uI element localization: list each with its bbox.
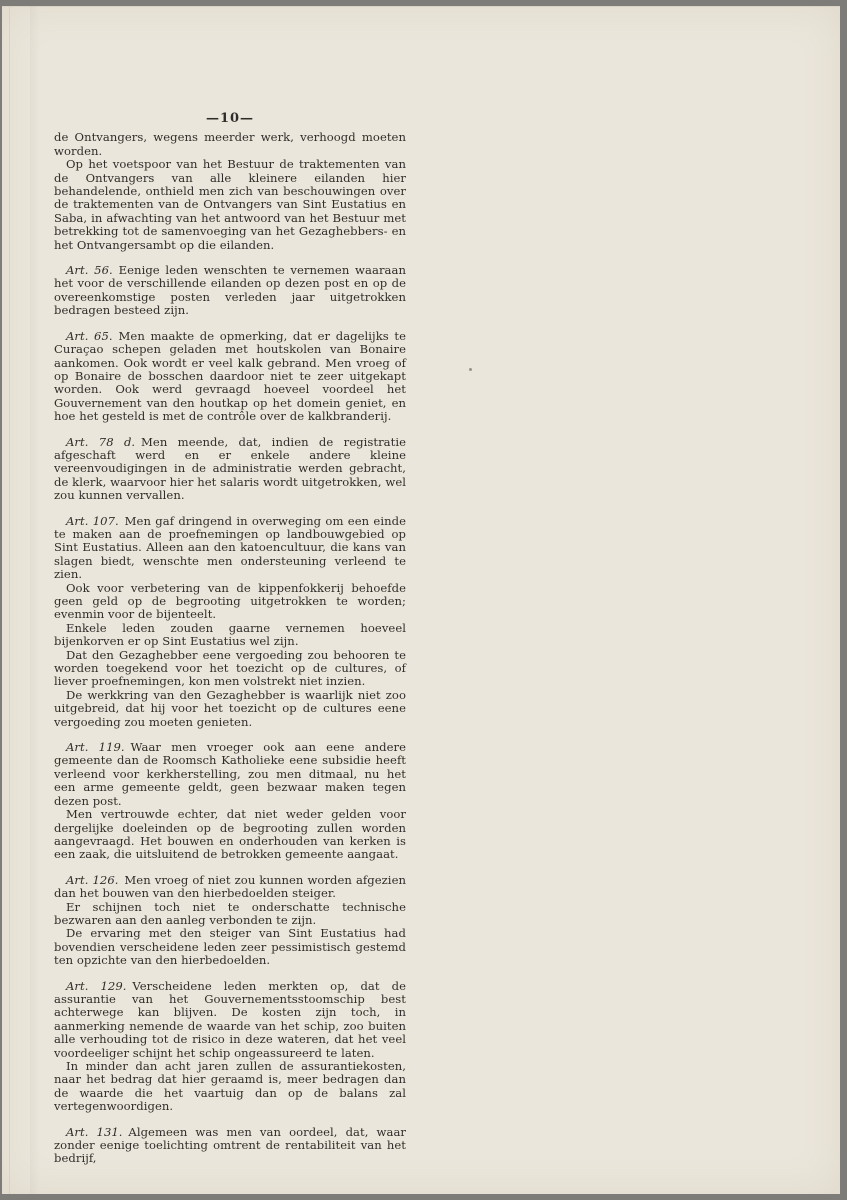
article-paragraph: [54, 515, 406, 582]
paragraph: [54, 622, 406, 649]
paper-speck: [469, 368, 472, 371]
paragraph-text: Verscheidene leden merkten op, dat de assurantie van het Gouvernementsstoomschip best achterwege kan blijven. De kosten zijn toch, in aanmerking nemende de waarde van het schip, zoo buiten alle verhouding tot de risico in deze wateren, dat het veel voordeeliger schijnt het schip ongeassureerd te laten.: [54, 978, 407, 1060]
article-reference: Art. 107.: [66, 513, 119, 528]
paragraph-text: Op het voetspoor van het Bestuur de traktementen van de Ontvangers van alle kleinere eilanden hier behandelende, onthield men zich van beschouwingen over de traktementen van de Ontvangers van Sint Eustatius en Saba, in afwachting van het antwoord van het Bestuur met betrekking tot de samenvoeging van het Gezaghebbers- en het Ontvangersambt op die eilanden.: [54, 157, 406, 252]
article-reference: Art. 65.: [66, 328, 113, 343]
paragraph-text: Er schijnen toch niet te onderschatte technische bezwaren aan den aanleg verbonden te zijn.: [54, 899, 406, 927]
article-paragraph: [54, 436, 406, 503]
paragraph-text: De werkkring van den Gezaghebber is waarlijk niet zoo uitgebreid, dat hij voor het toezicht op de cultures eene vergoeding zou moeten genieten.: [54, 687, 406, 729]
paragraph-text: Men meende, dat, indien de registratie afgeschaft werd en er enkele andere kleine vereenvoudigingen in de administratie werden gebracht, de klerk, waarvoor hier het salaris wordt uitgetrokken, wel zou kunnen vervallen.: [54, 434, 406, 503]
paragraph-text: Eenige leden wenschten te vernemen waaraan het voor de verschillende eilanden op dezen post en op de overeenkomstige posten verleden jaar uitgetrokken bedragen besteed zijn.: [54, 263, 406, 318]
article-reference: Art. 119.: [66, 740, 125, 755]
article-paragraph: [54, 1126, 406, 1166]
paragraph-text: Waar men vroeger ook aan eene andere gemeente dan de Roomsch Katholieke eene subsidie heeft verleend voor kerkherstelling, zou men ditmaal, nu het een arme gemeente geldt, geen bezwaar maken tegen dezen post.: [54, 740, 406, 808]
article-reference: Art. 78 d.: [66, 434, 136, 449]
page-number: —10—: [205, 111, 255, 126]
article-reference: Art. 129.: [66, 978, 127, 993]
scanned-page: [2, 6, 840, 1194]
paragraph: [54, 158, 406, 252]
paragraph: [54, 808, 406, 862]
binding-line: [9, 6, 10, 1194]
paragraph-text: Men vertrouwde echter, dat niet weder gelden voor dergelijke doeleinden op de begrooting zullen worden aangevraagd. Het bouwen en onderhouden van kerken is een zaak, die uitsluitend de betrokken gemeente aangaat.: [54, 807, 406, 862]
paragraph-text: Men gaf dringend in overweging om een einde te maken aan de proefnemingen op landbouwgebied op Sint Eustatius. Alleen aan den katoencultuur, die kans van slagen biedt, wenschte men ondersteuning verleend te zien.: [54, 513, 406, 582]
paragraph: [54, 1060, 406, 1114]
paragraph-text: Dat den Gezaghebber eene vergoeding zou behooren te worden toegekend voor het toezicht op de cultures, of liever proefnemingen, kon men volstrekt niet inzien.: [54, 647, 406, 689]
article-reference: Art. 56.: [66, 263, 113, 278]
paragraph: [54, 689, 406, 729]
paragraph-text: De ervaring met den steiger van Sint Eustatius had bovendien verscheidene leden zeer pessimistisch gestemd ten opzichte van den hierbedoelden.: [54, 926, 406, 968]
paragraph-text: Men maakte de opmerking, dat er dagelijks te Curaçao schepen geladen met houtskolen van Bonaire aankomen. Ook wordt er veel kalk gebrand. Men vroeg of op Bonaire de bosschen daardoor niet te zeer uitgekapt worden. Ook werd gevraagd hoeveel voordeel het Gouvernement van den houtkap op het domein geniet, en hoe het gesteld is met de contrôle over de kalkbranderij.: [54, 328, 406, 424]
paragraph-text: de Ontvangers, wegens meerder werk, verhoogd moeten worden.: [54, 130, 406, 158]
article-paragraph: [54, 330, 406, 424]
article-paragraph: [54, 264, 406, 318]
paragraph-text: Men vroeg of niet zou kunnen worden afgezien dan het bouwen van den hierbedoelden steiger.: [54, 872, 406, 901]
article-reference: Art. 126.: [66, 872, 119, 887]
paragraph-text: Ook voor verbetering van de kippenfokkerij behoefde geen geld op de begrooting uitgetrokken te worden; evenmin voor de bijenteelt.: [54, 580, 406, 622]
paragraph-text: Enkele leden zouden gaarne vernemen hoeveel bijenkorven er op Sint Eustatius wel zijn.: [54, 620, 406, 649]
paragraph-text: Algemeen was men van oordeel, dat, waar zonder eenige toelichting omtrent de rentabiliteit van het bedrijf,: [54, 1124, 406, 1166]
article-reference: Art. 131.: [66, 1124, 123, 1139]
article-paragraph: [54, 874, 406, 901]
page-fold-shadow: [30, 6, 40, 1194]
article-paragraph: [54, 980, 406, 1060]
paragraph: [54, 582, 406, 622]
paragraph: [54, 901, 406, 928]
paragraph: [54, 927, 406, 967]
paragraph: [54, 649, 406, 689]
article-paragraph: [54, 741, 406, 808]
paragraph-text: In minder dan acht jaren zullen de assurantiekosten, naar het bedrag dat hier geraamd is, meer bedragen dan de waarde die het vaartuig dan op de balans zal vertegenwoordigen.: [54, 1059, 406, 1114]
paragraph: [54, 131, 406, 158]
document-body: [54, 112, 406, 1166]
